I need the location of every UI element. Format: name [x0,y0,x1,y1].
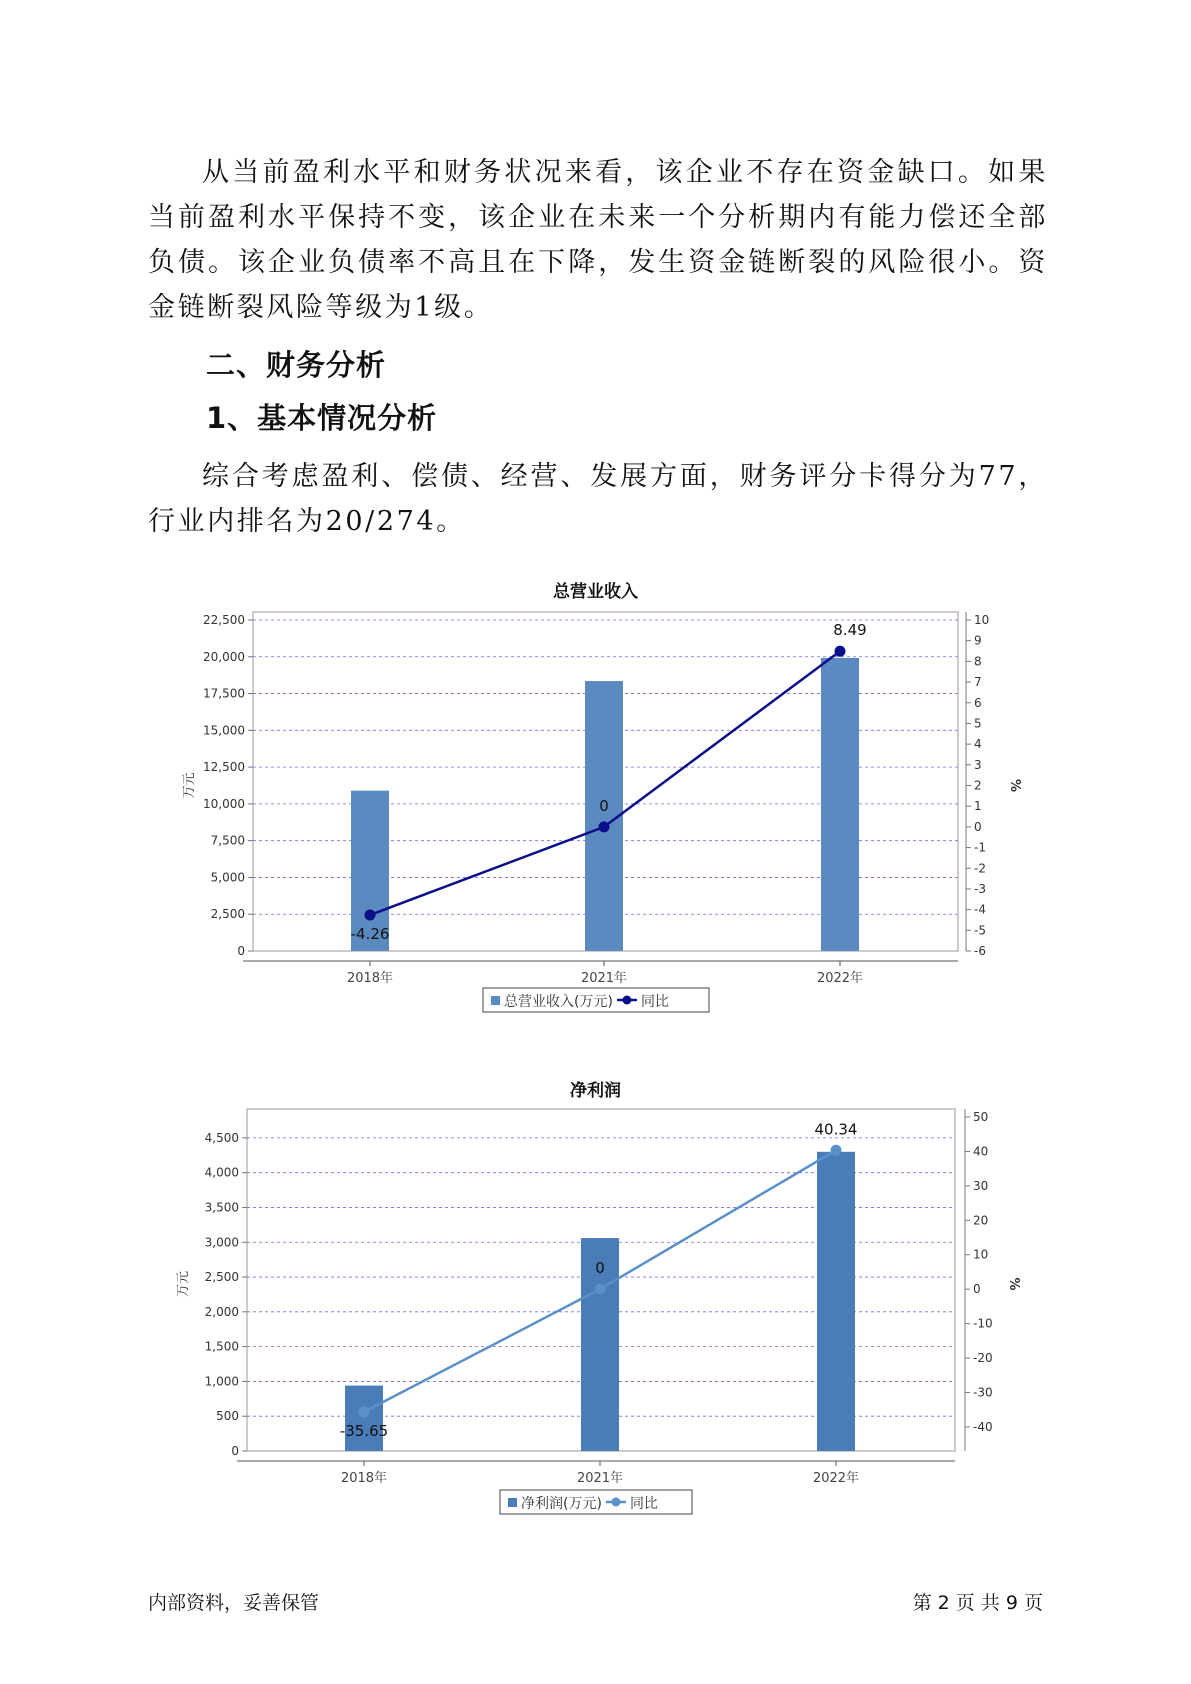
y-tick-label: 0 [231,1444,239,1458]
y-right-tick-label: -10 [973,1316,993,1331]
y-right-tick-label: -1 [974,840,986,855]
legend-line-marker [611,1498,620,1507]
y-tick-label: 4,000 [204,1165,239,1180]
y-tick-label: 3,500 [204,1200,239,1215]
y-tick-label: 3,000 [204,1235,239,1250]
line-point [595,1284,606,1295]
y-tick-label: 2,500 [210,907,245,922]
y-right-tick-label: 8 [974,654,982,669]
legend-bar-swatch [508,1498,517,1507]
x-tick-label: 2021年 [580,971,628,986]
y-right-tick-label: 6 [974,695,982,710]
subsection-heading-basic-analysis: 1、基本情况分析 [206,401,438,435]
x-tick-label: 2022年 [816,971,864,986]
data-label: -35.65 [339,1421,389,1440]
y-tick-label: 12,500 [203,760,245,775]
y-right-tick-label: -5 [974,923,986,938]
y-right-tick-label: 1 [974,799,982,814]
chart-title-revenue: 总营业收入 [553,582,638,602]
footer-page-number: 第 2 页 共 9 页 [912,1592,1043,1614]
y-right-tick-label: 20 [973,1213,989,1228]
y-tick-label: 5,000 [210,870,245,885]
y-tick-label: 4,500 [204,1130,239,1145]
data-label: -4.26 [350,925,390,944]
chart-revenue [0,600,1191,1020]
line-point [365,910,376,921]
line-point [831,1145,842,1156]
data-label: 0 [599,796,609,815]
y-right-tick-label: -40 [973,1419,993,1434]
y-tick-label: 22,500 [203,613,245,627]
y-axis-title: 万元 [176,1270,191,1298]
bar [345,1386,383,1451]
section-heading-financial-analysis: 二、财务分析 [206,348,387,382]
y-tick-label: 0 [237,944,245,958]
y-right-tick-label: 2 [974,778,982,793]
y-right-tick-label: -2 [974,861,986,876]
legend-bar-label: 总营业收入(万元) [504,994,613,1010]
legend-line-marker [622,996,631,1005]
y-axis-right-title: % [1006,1277,1021,1291]
data-label: 40.34 [814,1120,858,1139]
y-tick-label: 500 [216,1409,239,1424]
y-tick-label: 2,000 [204,1304,239,1319]
bar [821,658,859,951]
y-right-tick-label: 9 [974,633,982,648]
y-tick-label: 1,000 [204,1374,239,1389]
y-right-tick-label: 10 [974,613,990,627]
data-label: 8.49 [833,621,867,640]
paragraph-risk-summary: 从当前盈利水平和财务状况来看，该企业不存在资金缺口。如果当前盈利水平保持不变，该企业在未来一个分析期内有能力偿还全部负债。该企业负债率不高且在下降，发生资金链断裂的风险很小。资金链断裂风险等级为1级。 [148,157,1048,323]
y-right-tick-label: -20 [973,1351,993,1366]
y-right-tick-label: -3 [974,881,986,896]
legend-bar-label: 净利润(万元) [521,1496,602,1512]
legend-line-label: 同比 [640,994,669,1010]
legend-bar-swatch [491,996,500,1005]
y-right-tick-label: 50 [973,1110,989,1124]
y-right-tick-label: 7 [974,675,982,690]
y-right-tick-label: -4 [974,902,986,917]
line-point [835,646,846,657]
x-tick-label: 2021年 [576,1471,624,1486]
bar [817,1152,855,1451]
y-right-tick-label: 0 [974,819,982,834]
x-tick-label: 2018年 [340,1471,388,1486]
chart-title-net-profit: 净利润 [570,1081,621,1101]
y-right-tick-label: 40 [973,1144,989,1159]
y-right-tick-label: 0 [973,1282,981,1297]
y-tick-label: 2,500 [204,1270,239,1285]
y-axis-right-title: % [1007,778,1022,793]
y-tick-label: 17,500 [203,686,245,701]
y-tick-label: 20,000 [203,649,245,664]
y-right-tick-label: -30 [973,1385,993,1400]
y-right-tick-label: 4 [974,737,982,752]
y-right-tick-label: -6 [974,944,986,958]
chart-net-profit [0,1100,1191,1540]
y-tick-label: 15,000 [203,723,245,738]
y-right-tick-label: 30 [973,1178,989,1193]
line-point [359,1406,370,1417]
y-right-tick-label: 5 [974,716,982,731]
legend-line-label: 同比 [629,1496,658,1512]
y-right-tick-label: 10 [973,1247,989,1262]
x-tick-label: 2018年 [346,971,394,986]
line-point [599,821,610,832]
y-right-tick-label: 3 [974,757,982,772]
y-tick-label: 10,000 [203,796,245,811]
y-axis-title: 万元 [182,772,197,799]
footer-note: 内部资料，妥善保管 [148,1592,320,1614]
y-tick-label: 1,500 [204,1339,239,1354]
paragraph-score-summary: 综合考虑盈利、偿债、经营、发展方面，财务评分卡得分为77，行业内排名为20/274。 [148,461,1048,537]
data-label: 0 [595,1259,605,1278]
y-tick-label: 7,500 [210,833,245,848]
x-tick-label: 2022年 [812,1471,860,1486]
